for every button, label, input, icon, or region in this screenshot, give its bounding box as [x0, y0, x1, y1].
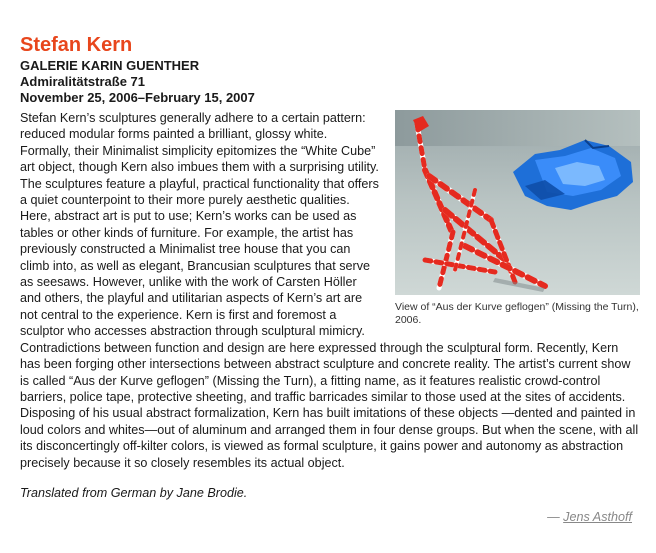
- author-byline: [547, 510, 632, 524]
- translation-credit: Translated from German by Jane Brodie.: [20, 485, 248, 500]
- artwork-caption: View of “Aus der Kurve geflogen” (Missing the Turn), 2006.: [395, 301, 639, 326]
- byline-dash: —: [547, 510, 564, 524]
- author-name-link[interactable]: Jens Asthoff: [563, 510, 632, 524]
- artwork-figure: [395, 110, 640, 327]
- artist-name-title: Stefan Kern: [20, 34, 133, 56]
- gallery-name: GALERIE KARIN GUENTHER: [20, 58, 200, 73]
- review-article: [20, 34, 640, 501]
- review-body: [20, 110, 640, 501]
- body-paragraph-2: Contradictions between function and design are here expressed through the sculptural form. Recently, Kern has been forging other intersections between abstract sculpture and concrete reality. The artist’s current show is called “Aus der Kurve geflogen” (Missing the Turn), a fitting name, as it features realistic crowd-control barriers, police tape, protective sheeting, and traffic barricades similar to those used at the sites of accidents. Disposing of his usual abstract formalization, Kern has built imitations of these objects —dented and painted in loud colors and whites—out of aluminum and arranged them in four dense groups. But when the scene, with all its disconcertingly off-kilter colors, is viewed as formal sculpture, it gains power and autonomy as abstraction precisely because it so closely resembles its actual object.: [20, 340, 639, 470]
- gallery-address: Admiralitätstraße 71: [20, 74, 145, 89]
- exhibition-dates: November 25, 2006–February 15, 2007: [20, 90, 255, 105]
- body-paragraph-1: Stefan Kern’s sculptures generally adhere to a certain pattern: reduced modular forms painted a brilliant, glossy white. Formally, their Minimalist simplicity epitomizes the “White Cube” art object, though Kern also imbues them with a surprising utility. The sculptures feature a playful, practical functionality that offers a quiet counterpoint to their more purely aesthetic qualities. Here, abstract art is put to use; Kern’s works can be used as tables or other kinds of furniture. For example, the artist has previously constructed a Minimalist tree house that you can climb into, as well as elegant, Brancusian sculptures that serve as seesaws. However, unlike with the work of Carsten Höller and others, the playful and utilitarian aspects of Kern’s art are not central to the experience. Kern is first and foremost a sculptor who accesses abstraction through sculptural mimicry.: [20, 111, 379, 339]
- artwork-photo[interactable]: [395, 110, 640, 295]
